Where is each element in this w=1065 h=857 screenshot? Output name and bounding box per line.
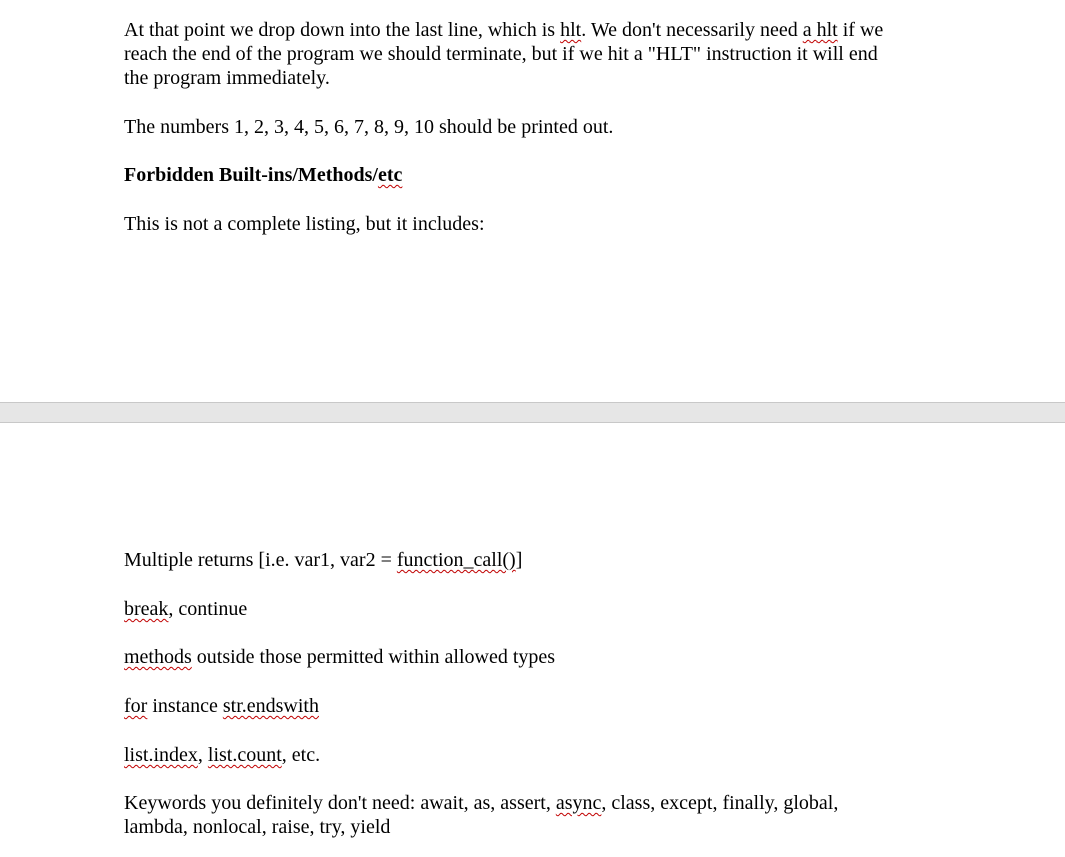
text-run: , — [197, 744, 208, 766]
paragraph-numbers-printed: The numbers 1, 2, 3, 4, 5, 6, 7, 8, 9, 10 should be printed out. — [124, 116, 614, 138]
misspelled-word[interactable]: str.endswith — [222, 695, 319, 717]
paragraph-line: lambda, nonlocal, raise, try, yield — [124, 816, 391, 838]
misspelled-word[interactable]: a hlt — [802, 19, 838, 41]
text-run: if we — [837, 19, 884, 41]
misspelled-word[interactable]: function_call() — [396, 549, 516, 571]
text-run: Forbidden Built-ins/Methods/ — [124, 164, 378, 186]
list-item-break-continue — [124, 597, 939, 621]
paragraph-line: reach the end of the program we should terminate, but if we hit a "HLT" instruction it will end — [124, 43, 878, 65]
text-run: , class, except, finally, global, — [601, 792, 839, 814]
text-run: ] — [515, 549, 523, 571]
text-run: At that point we drop down into the last line, which is — [124, 19, 561, 41]
paragraph-line — [124, 18, 939, 42]
section-heading-forbidden — [124, 163, 939, 187]
paragraph-listing-intro: This is not a complete listing, but it includes: — [124, 213, 485, 235]
list-item-methods — [124, 645, 939, 669]
list-item-list-methods — [124, 743, 939, 767]
misspelled-word[interactable]: etc — [377, 164, 403, 186]
text-run: instance — [147, 695, 223, 717]
text-run: Multiple returns [i.e. var1, var2 = — [124, 549, 397, 571]
misspelled-word[interactable]: async — [555, 792, 602, 814]
paragraph-line: the program immediately. — [124, 67, 330, 89]
document-page-1 — [0, 0, 1065, 402]
text-run: , continue — [168, 598, 248, 620]
page-break-gap — [0, 402, 1065, 423]
list-item-for-instance — [124, 694, 939, 718]
text-run: , etc. — [281, 744, 321, 766]
text-run: outside those permitted within allowed types — [191, 646, 556, 668]
misspelled-word[interactable]: hlt — [560, 19, 582, 41]
paragraph-line — [124, 791, 939, 815]
text-run: . We don't necessarily need — [581, 19, 803, 41]
text-run: Keywords you definitely don't need: await, as, assert, — [124, 792, 556, 814]
misspelled-word[interactable]: methods — [124, 646, 192, 668]
misspelled-word[interactable]: list.index — [124, 744, 198, 766]
paragraph-hlt-explanation — [124, 18, 939, 90]
misspelled-word[interactable]: for — [124, 695, 148, 717]
misspelled-word[interactable]: break — [124, 598, 169, 620]
list-item-multiple-returns — [124, 548, 939, 572]
document-page-2 — [0, 423, 1065, 857]
misspelled-word[interactable]: list.count — [207, 744, 282, 766]
list-item-keywords — [124, 791, 939, 839]
